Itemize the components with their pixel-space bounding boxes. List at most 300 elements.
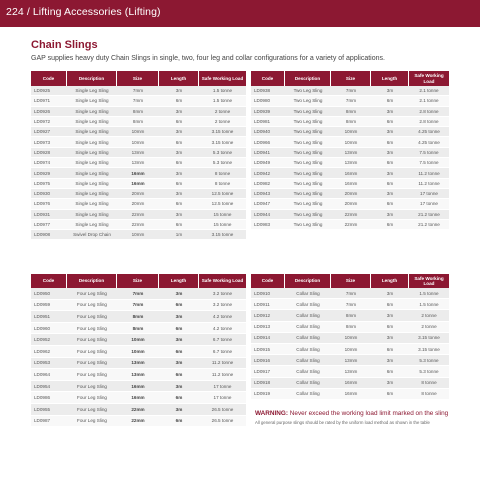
cell-swl: 15 tonne (199, 210, 246, 220)
cell-size: 13mm (331, 366, 371, 377)
cell-description: Single Leg Sling (67, 158, 117, 168)
cell-length: 6m (159, 346, 199, 358)
cell-length: 3m (159, 311, 199, 323)
cell-code: LD0928 (31, 148, 67, 158)
warning-label: WARNING: (255, 410, 289, 417)
cell-size: 7mm (117, 86, 159, 96)
cell-description: Collar Sling (285, 378, 331, 389)
table-row (251, 137, 449, 147)
col-header-code: Code (31, 274, 67, 288)
cell-description: Collar Sling (285, 366, 331, 377)
cell-length: 6m (159, 220, 199, 230)
cell-code: LD0910 (251, 288, 285, 299)
table-row (31, 168, 246, 178)
cell-length: 3m (159, 334, 199, 346)
cell-size: 7mm (331, 96, 371, 106)
cell-length: 6m (371, 389, 409, 400)
cell-size: 16mm (331, 179, 371, 189)
cell-size: 7mm (331, 299, 371, 310)
cell-swl: 4.25 tonne (409, 137, 449, 147)
cell-size: 13mm (331, 158, 371, 168)
cell-swl: 17 tonne (409, 189, 449, 199)
cell-size: 16mm (117, 168, 159, 178)
table-row (251, 378, 449, 389)
cell-size: 10mm (117, 230, 159, 240)
cell-length: 3m (371, 107, 409, 117)
col-header-code: Code (251, 71, 285, 86)
cell-code: LD0977 (31, 220, 67, 230)
cell-description: Two Leg Sling (285, 168, 331, 178)
table-row (251, 168, 449, 178)
table-row (251, 127, 449, 137)
table-row (31, 127, 246, 137)
cell-size: 20mm (117, 189, 159, 199)
cell-description: Four Leg Sling (67, 358, 117, 370)
cell-length: 3m (159, 86, 199, 96)
cell-size: 16mm (117, 381, 159, 393)
table-row (31, 392, 246, 404)
table-row (31, 117, 246, 127)
table-row (251, 158, 449, 168)
col-header-size: Size (117, 274, 159, 288)
cell-length: 6m (159, 158, 199, 168)
cell-swl: 17 tonne (199, 381, 246, 393)
cell-length: 3m (371, 148, 409, 158)
cell-description: Four Leg Sling (67, 381, 117, 393)
cell-description: Collar Sling (285, 299, 331, 310)
cell-code: LD0953 (31, 358, 67, 370)
cell-length: 3m (159, 210, 199, 220)
cell-swl: 2 tonne (409, 322, 449, 333)
cell-size: 13mm (117, 369, 159, 381)
table-row (31, 300, 246, 312)
col-header-description: Description (67, 274, 117, 288)
cell-size: 8mm (117, 117, 159, 127)
cell-swl: 1.5 tonne (199, 86, 246, 96)
cell-swl: 11.2 tonne (409, 168, 449, 178)
cell-code: LD0964 (31, 369, 67, 381)
cell-description: Two Leg Sling (285, 148, 331, 158)
cell-code: LD0908 (31, 230, 67, 240)
cell-code: LD0955 (31, 404, 67, 416)
table-row (251, 389, 449, 400)
cell-code: LD0912 (251, 310, 285, 321)
cell-code: LD0962 (31, 346, 67, 358)
table-row (251, 355, 449, 366)
cell-size: 22mm (117, 220, 159, 230)
col-header-length: Length (159, 71, 199, 86)
cell-size: 16mm (117, 179, 159, 189)
cell-code: LD0975 (31, 179, 67, 189)
page-header-banner (0, 0, 480, 27)
cell-length: 1m (159, 230, 199, 240)
warning-notice (255, 410, 448, 417)
cell-swl: 3.15 tonne (199, 230, 246, 240)
cell-description: Four Leg Sling (67, 369, 117, 381)
cell-code: LD0976 (31, 199, 67, 209)
table-row (31, 288, 246, 300)
cell-swl: 6.7 tonne (199, 334, 246, 346)
cell-size: 8mm (331, 322, 371, 333)
cell-length: 3m (159, 381, 199, 393)
cell-description: Two Leg Sling (285, 179, 331, 189)
col-header-size: Size (331, 274, 371, 288)
cell-description: Four Leg Sling (67, 392, 117, 404)
table-row (251, 107, 449, 117)
table-row (31, 96, 246, 106)
table-row (251, 148, 449, 158)
collar-table (251, 274, 449, 400)
col-header-swl: Safe Working Load (409, 274, 449, 288)
cell-code: LD0982 (251, 179, 285, 189)
cell-description: Four Leg Sling (67, 404, 117, 416)
cell-size: 20mm (331, 189, 371, 199)
cell-size: 10mm (117, 137, 159, 147)
table-row (251, 299, 449, 310)
cell-size: 10mm (331, 127, 371, 137)
table-row (31, 210, 246, 220)
table-row (31, 416, 246, 428)
cell-size: 10mm (331, 344, 371, 355)
cell-code: LD0952 (31, 334, 67, 346)
col-header-code: Code (251, 274, 285, 288)
cell-description: Single Leg Sling (67, 168, 117, 178)
cell-length: 3m (159, 148, 199, 158)
table-row (31, 358, 246, 370)
cell-size: 13mm (331, 355, 371, 366)
cell-code: LD0959 (31, 300, 67, 312)
cell-description: Collar Sling (285, 310, 331, 321)
cell-swl: 5.3 tonne (199, 148, 246, 158)
cell-size: 8mm (331, 117, 371, 127)
cell-length: 3m (371, 168, 409, 178)
cell-description: Collar Sling (285, 322, 331, 333)
cell-code: LD0974 (31, 158, 67, 168)
cell-swl: 3.15 tonne (409, 344, 449, 355)
cell-length: 6m (159, 199, 199, 209)
col-header-length: Length (371, 71, 409, 86)
cell-code: LD0929 (31, 168, 67, 178)
four-leg-table (31, 274, 246, 427)
warning-text: Never exceed the working load limit marked on the sling (289, 410, 449, 417)
cell-swl: 3.2 tonne (199, 300, 246, 312)
table-row (251, 366, 449, 377)
cell-length: 6m (159, 300, 199, 312)
cell-code: LD0925 (31, 86, 67, 96)
cell-length: 3m (371, 355, 409, 366)
single-leg-table (31, 71, 246, 240)
cell-length: 6m (159, 117, 199, 127)
cell-code: LD0930 (31, 189, 67, 199)
cell-description: Single Leg Sling (67, 86, 117, 96)
table-row (31, 220, 246, 230)
cell-length: 3m (159, 288, 199, 300)
cell-size: 13mm (117, 358, 159, 370)
table-row (31, 179, 246, 189)
cell-code: LD0931 (31, 210, 67, 220)
cell-code: LD0983 (251, 220, 285, 230)
col-header-swl: Safe Working Load (409, 71, 449, 86)
cell-length: 6m (159, 392, 199, 404)
cell-swl: 8 tonne (409, 389, 449, 400)
table-row (31, 86, 246, 96)
table-row (31, 107, 246, 117)
cell-description: Two Leg Sling (285, 189, 331, 199)
cell-description: Single Leg Sling (67, 179, 117, 189)
cell-length: 3m (159, 358, 199, 370)
cell-length: 3m (159, 404, 199, 416)
cell-length: 3m (371, 210, 409, 220)
cell-code: LD0954 (31, 381, 67, 393)
cell-swl: 11.2 tonne (199, 358, 246, 370)
cell-size: 10mm (331, 137, 371, 147)
col-header-length: Length (159, 274, 199, 288)
cell-length: 3m (371, 333, 409, 344)
cell-size: 8mm (331, 310, 371, 321)
cell-size: 8mm (117, 311, 159, 323)
cell-code: LD0980 (251, 96, 285, 106)
cell-code: LD0971 (31, 96, 67, 106)
two-leg-table (251, 71, 449, 230)
cell-size: 8mm (117, 323, 159, 335)
cell-length: 3m (159, 189, 199, 199)
cell-swl: 2 tonne (199, 117, 246, 127)
cell-length: 6m (159, 179, 199, 189)
cell-swl: 4.2 tonne (199, 323, 246, 335)
cell-code: LD0916 (251, 355, 285, 366)
cell-code: LD0966 (251, 137, 285, 147)
cell-swl: 1.5 tonne (409, 299, 449, 310)
cell-size: 7mm (117, 300, 159, 312)
cell-swl: 7.5 tonne (409, 148, 449, 158)
cell-size: 22mm (117, 210, 159, 220)
col-header-description: Description (285, 71, 331, 86)
cell-description: Single Leg Sling (67, 117, 117, 127)
cell-description: Two Leg Sling (285, 137, 331, 147)
cell-size: 7mm (117, 288, 159, 300)
cell-size: 7mm (331, 86, 371, 96)
cell-swl: 11.2 tonne (409, 179, 449, 189)
table-row (251, 117, 449, 127)
cell-length: 6m (371, 199, 409, 209)
cell-size: 7mm (117, 96, 159, 106)
cell-length: 6m (371, 322, 409, 333)
table-row (31, 199, 246, 209)
cell-size: 10mm (117, 127, 159, 137)
cell-code: LD0943 (251, 189, 285, 199)
table-row (31, 334, 246, 346)
cell-swl: 3.2 tonne (199, 288, 246, 300)
cell-length: 6m (371, 344, 409, 355)
cell-description: Collar Sling (285, 333, 331, 344)
table-header-row (251, 71, 449, 86)
cell-size: 22mm (117, 416, 159, 428)
cell-description: Two Leg Sling (285, 199, 331, 209)
cell-length: 6m (159, 369, 199, 381)
cell-size: 10mm (117, 334, 159, 346)
cell-length: 6m (371, 299, 409, 310)
cell-code: LD0918 (251, 378, 285, 389)
cell-code: LD0987 (31, 416, 67, 428)
cell-swl: 15 tonne (199, 220, 246, 230)
cell-swl: 2.1 tonne (409, 96, 449, 106)
table-row (31, 323, 246, 335)
col-header-code: Code (31, 71, 67, 86)
cell-code: LD0949 (251, 158, 285, 168)
table-row (251, 189, 449, 199)
table-row (251, 333, 449, 344)
cell-description: Single Leg Sling (67, 96, 117, 106)
cell-code: LD0926 (31, 107, 67, 117)
cell-length: 3m (371, 189, 409, 199)
cell-swl: 4.2 tonne (199, 311, 246, 323)
cell-description: Single Leg Sling (67, 220, 117, 230)
cell-length: 6m (371, 117, 409, 127)
cell-length: 3m (159, 168, 199, 178)
cell-code: LD0981 (251, 117, 285, 127)
cell-description: Single Leg Sling (67, 148, 117, 158)
cell-swl: 11.2 tonne (199, 369, 246, 381)
table-row (251, 310, 449, 321)
cell-swl: 12.5 tonne (199, 189, 246, 199)
cell-swl: 7.5 tonne (409, 158, 449, 168)
table-row (31, 311, 246, 323)
cell-length: 3m (371, 127, 409, 137)
cell-size: 16mm (331, 389, 371, 400)
table-row (31, 189, 246, 199)
cell-code: LD0951 (31, 311, 67, 323)
cell-description: Four Leg Sling (67, 311, 117, 323)
cell-code: LD0986 (31, 392, 67, 404)
table-header-row (31, 274, 246, 288)
col-header-description: Description (67, 71, 117, 86)
table-row (31, 148, 246, 158)
cell-length: 6m (371, 179, 409, 189)
cell-description: Single Leg Sling (67, 189, 117, 199)
table-header-row (31, 71, 246, 86)
col-header-swl: Safe Working Load (199, 71, 246, 86)
cell-code: LD0911 (251, 299, 285, 310)
cell-description: Collar Sling (285, 355, 331, 366)
cell-description: Four Leg Sling (67, 323, 117, 335)
cell-description: Single Leg Sling (67, 127, 117, 137)
cell-swl: 8 tonne (409, 378, 449, 389)
cell-swl: 2.1 tonne (409, 86, 449, 96)
cell-size: 7mm (331, 288, 371, 299)
table-row (31, 346, 246, 358)
cell-length: 6m (159, 137, 199, 147)
cell-swl: 17 tonne (199, 392, 246, 404)
table-row (251, 210, 449, 220)
cell-description: Two Leg Sling (285, 86, 331, 96)
section-title: Chain Slings (31, 39, 98, 51)
cell-size: 13mm (331, 148, 371, 158)
cell-swl: 3.15 tonne (199, 127, 246, 137)
cell-description: Two Leg Sling (285, 210, 331, 220)
cell-size: 16mm (331, 168, 371, 178)
cell-length: 6m (159, 323, 199, 335)
cell-swl: 2.8 tonne (409, 107, 449, 117)
table-row (251, 86, 449, 96)
cell-size: 13mm (117, 158, 159, 168)
table-header-row (251, 274, 449, 288)
cell-description: Two Leg Sling (285, 96, 331, 106)
col-header-swl: Safe Working Load (199, 274, 246, 288)
cell-swl: 5.3 tonne (409, 366, 449, 377)
col-header-size: Size (331, 71, 371, 86)
cell-swl: 8 tonne (199, 168, 246, 178)
table-row (251, 96, 449, 106)
cell-length: 6m (371, 137, 409, 147)
cell-code: LD0942 (251, 168, 285, 178)
cell-description: Swivel Drop Chain (67, 230, 117, 240)
cell-swl: 3.15 tonne (199, 137, 246, 147)
table-row (31, 230, 246, 240)
cell-description: Four Leg Sling (67, 346, 117, 358)
cell-swl: 26.5 tonne (199, 404, 246, 416)
cell-size: 16mm (331, 378, 371, 389)
section-intro: GAP supplies heavy duty Chain Slings in single, two, four leg and collar configurations for a variety of applications. (31, 55, 385, 62)
cell-swl: 5.3 tonne (409, 355, 449, 366)
table-row (31, 381, 246, 393)
cell-length: 6m (371, 220, 409, 230)
cell-length: 3m (159, 127, 199, 137)
cell-swl: 2 tonne (409, 310, 449, 321)
cell-code: LD0919 (251, 389, 285, 400)
cell-length: 6m (159, 416, 199, 428)
cell-description: Single Leg Sling (67, 210, 117, 220)
cell-swl: 1.5 tonne (199, 96, 246, 106)
cell-description: Four Leg Sling (67, 334, 117, 346)
table-row (31, 404, 246, 416)
cell-code: LD0927 (31, 127, 67, 137)
warning-subtext: All general purpose slings should be rated by the uniform load method as shown in the table (255, 420, 430, 425)
cell-description: Two Leg Sling (285, 117, 331, 127)
cell-code: LD0913 (251, 322, 285, 333)
cell-length: 6m (159, 96, 199, 106)
cell-swl: 4.25 tonne (409, 127, 449, 137)
cell-description: Collar Sling (285, 389, 331, 400)
cell-length: 6m (371, 158, 409, 168)
cell-size: 20mm (331, 199, 371, 209)
cell-description: Four Leg Sling (67, 416, 117, 428)
cell-swl: 21.2 tonne (409, 220, 449, 230)
cell-description: Single Leg Sling (67, 199, 117, 209)
cell-swl: 6.7 tonne (199, 346, 246, 358)
cell-code: LD0940 (251, 127, 285, 137)
table-row (251, 179, 449, 189)
cell-swl: 3.15 tonne (409, 333, 449, 344)
col-header-size: Size (117, 71, 159, 86)
cell-code: LD0973 (31, 137, 67, 147)
cell-swl: 12.5 tonne (199, 199, 246, 209)
cell-length: 3m (371, 378, 409, 389)
cell-length: 6m (371, 366, 409, 377)
cell-swl: 2 tonne (199, 107, 246, 117)
cell-description: Single Leg Sling (67, 137, 117, 147)
cell-description: Two Leg Sling (285, 220, 331, 230)
table-row (31, 137, 246, 147)
cell-size: 13mm (117, 148, 159, 158)
cell-size: 16mm (117, 392, 159, 404)
table-row (251, 199, 449, 209)
cell-swl: 21.2 tonne (409, 210, 449, 220)
cell-code: LD0939 (251, 107, 285, 117)
cell-description: Collar Sling (285, 288, 331, 299)
cell-swl: 8 tonne (199, 179, 246, 189)
cell-size: 22mm (331, 220, 371, 230)
cell-code: LD0950 (31, 288, 67, 300)
